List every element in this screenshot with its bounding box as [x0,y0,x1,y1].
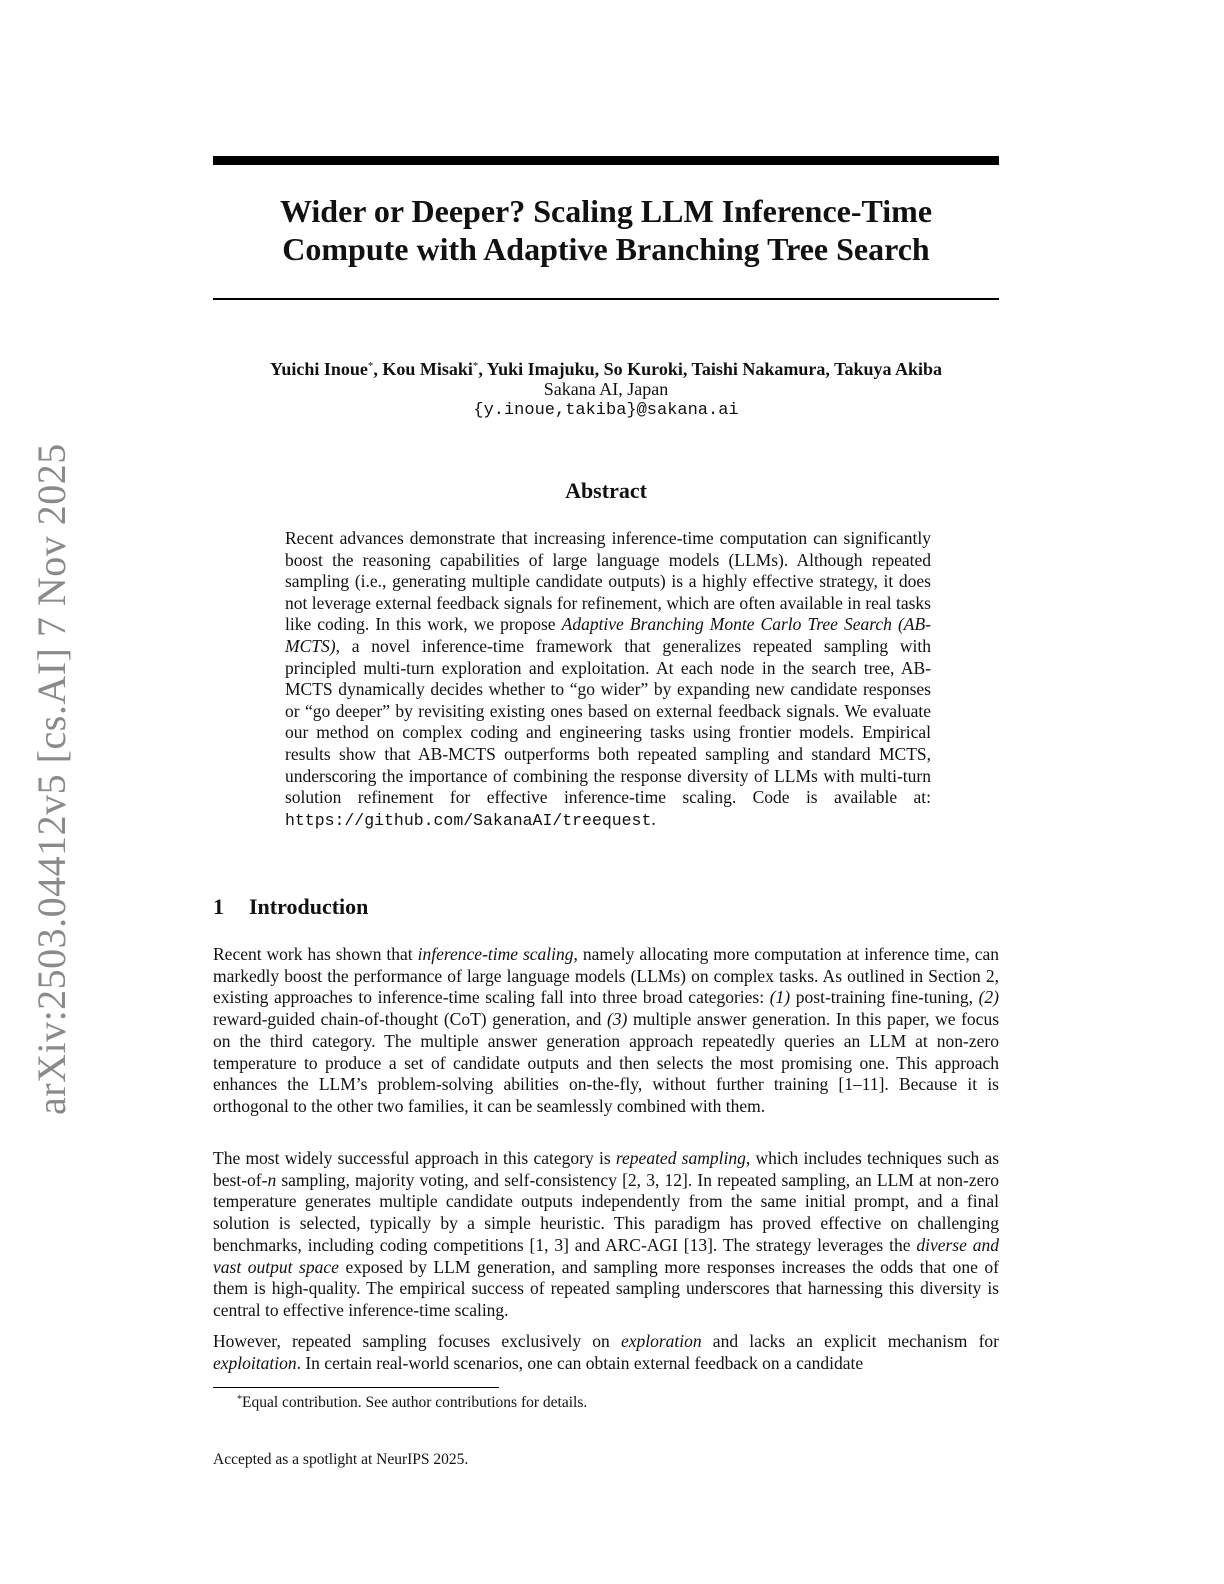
paragraph-text: multiple answer generation. In this paper, we focus on the third category. The multiple answer generation approach repeatedly queries an LLM at non-zero temperature to produce a set of candidate outputs and then selects the most promising one. This approach enhances the LLM’s problem-solving abilities on-the-fly, without further training [1–11]. Because it is orthogonal to the other two families, it can be seamlessly combined with them. [213,1009,1000,1116]
section-number: 1 [213,894,224,919]
equal-contribution-mark: * [472,360,479,372]
title-top-rule [213,156,999,165]
intro-paragraph-1 [213,944,999,1118]
abstract-text: Recent advances demonstrate that increasing inference-time computation can significantly boost the reasoning capabilities of large language models (LLMs). Although repeated sampling (i.e., generating multiple candidate outputs) is a highly effective strategy, it does not leverage external feedback signals for refinement, which are often available in real tasks like coding. In this work, we propose [285,528,931,635]
abstract-text: , a novel inference-time framework that generalizes repeated sampling with principled multi-turn exploration and exploitation. At each node in the search tree, AB-MCTS dynamically decides whether to “go wider” by expanding new candidate responses or “go deeper” by revisiting existing ones based on external feedback signals. We evaluate our method on complex coding and engineering tasks using frontier models. Empirical results show that AB-MCTS outperforms both repeated sampling and standard MCTS, underscoring the importance of combining the response diversity of LLMs with multi-turn solution refinement for effective inference-time scaling. Code is available at: [285,635,931,808]
paragraph-text: Recent work has shown that [213,944,418,964]
paragraph-text: The most widely successful approach in this category is [213,1148,616,1168]
section-title: Introduction [249,894,369,919]
paragraph-text: However, repeated sampling focuses exclusively on [213,1331,621,1351]
paragraph-text: and lacks an explicit mechanism for [701,1331,999,1351]
enumeration-marker: (1) [769,987,791,1008]
paragraph-text: exposed by LLM generation, and sampling more responses increases the odds that one of them is high-quality. The empirical success of repeated sampling underscores that harnessing this diversity is central to effective inference-time scaling. [213,1256,999,1320]
paper-title [213,192,999,268]
title-line-1: Wider or Deeper? Scaling LLM Inference-Time [279,193,933,229]
abstract-method-name: Adaptive Branching Monte Carlo Tree Search (AB-MCTS) [285,614,932,656]
abstract-body [285,528,931,831]
emphasis-text: diverse and vast output space [213,1234,999,1277]
affiliation: Sakana AI, Japan [543,379,669,399]
paragraph-text: post-training fine-tuning, [790,987,979,1008]
title-bottom-rule [213,298,999,300]
author-name: So Kuroki [603,359,683,379]
footnote-mark: * [237,1394,242,1405]
footnote-text: Equal contribution. See author contributions for details. [242,1394,588,1411]
emphasis-text: inference-time scaling [417,944,574,964]
author-name: Yuki Imajuku [486,359,595,379]
abstract-heading: Abstract [565,478,647,503]
code-link[interactable]: https://github.com/SakanaAI/treequest [285,810,652,830]
emphasis-text: repeated sampling [615,1148,746,1168]
author-name: Yuichi Inoue [269,359,368,379]
author-name: Taishi Nakamura [691,359,826,379]
footnote-rule [213,1387,499,1388]
abstract-text: . [651,808,656,829]
paragraph-text: sampling, majority voting, and self-consistency [2, 3, 12]. In repeated sampling, an LLM at non-zero temperature generates multiple candidate outputs independently from the same initial prompt, and a final solution is selected, typically by a simple heuristic. This paradigm has proved effective on challenging benchmarks, including coding competitions [1, 3] and ARC-AGI [13]. The strategy leverages the [213,1169,999,1255]
title-line-2: Compute with Adaptive Branching Tree Search [282,231,930,267]
paragraph-text: , namely allocating more computation at inference time, can markedly boost the performance of large language models (LLMs) on complex tasks. As outlined in Section 2, existing approaches to inference-time scaling fall into three broad categories: [213,944,999,1008]
intro-paragraph-3 [213,1331,999,1374]
venue-note: Accepted as a spotlight at NeurIPS 2025. [213,1451,469,1468]
author-name: Kou Misaki [382,359,473,379]
math-variable: n [267,1169,277,1190]
paragraph-text: reward-guided chain-of-thought (CoT) generation, and [213,1009,607,1030]
author-name: Takuya Akiba [834,359,942,379]
arxiv-identifier-stamp: arXiv:2503.04412v5 [cs.AI] 7 Nov 2025 [29,443,74,1115]
enumeration-marker: (3) [606,1009,628,1030]
paragraph-text: , which includes techniques such as best-of- [213,1148,1000,1190]
section-heading-introduction [213,893,999,921]
contact-email[interactable]: {y.inoue,takiba}@sakana.ai [473,401,739,420]
paragraph-text: . In certain real-world scenarios, one can obtain external feedback on a candidate [296,1352,864,1373]
intro-paragraph-2 [213,1148,999,1322]
equal-contribution-mark: * [367,360,374,372]
author-list: Yuichi Inoue*, Kou Misaki*, Yuki Imajuku, So Kuroki, Taishi Nakamura, Takuya Akiba [269,359,942,379]
footnote [237,1390,587,1413]
emphasis-text: exploitation [213,1352,297,1373]
emphasis-text: exploration [620,1331,702,1351]
enumeration-marker: (2) [978,987,999,1008]
